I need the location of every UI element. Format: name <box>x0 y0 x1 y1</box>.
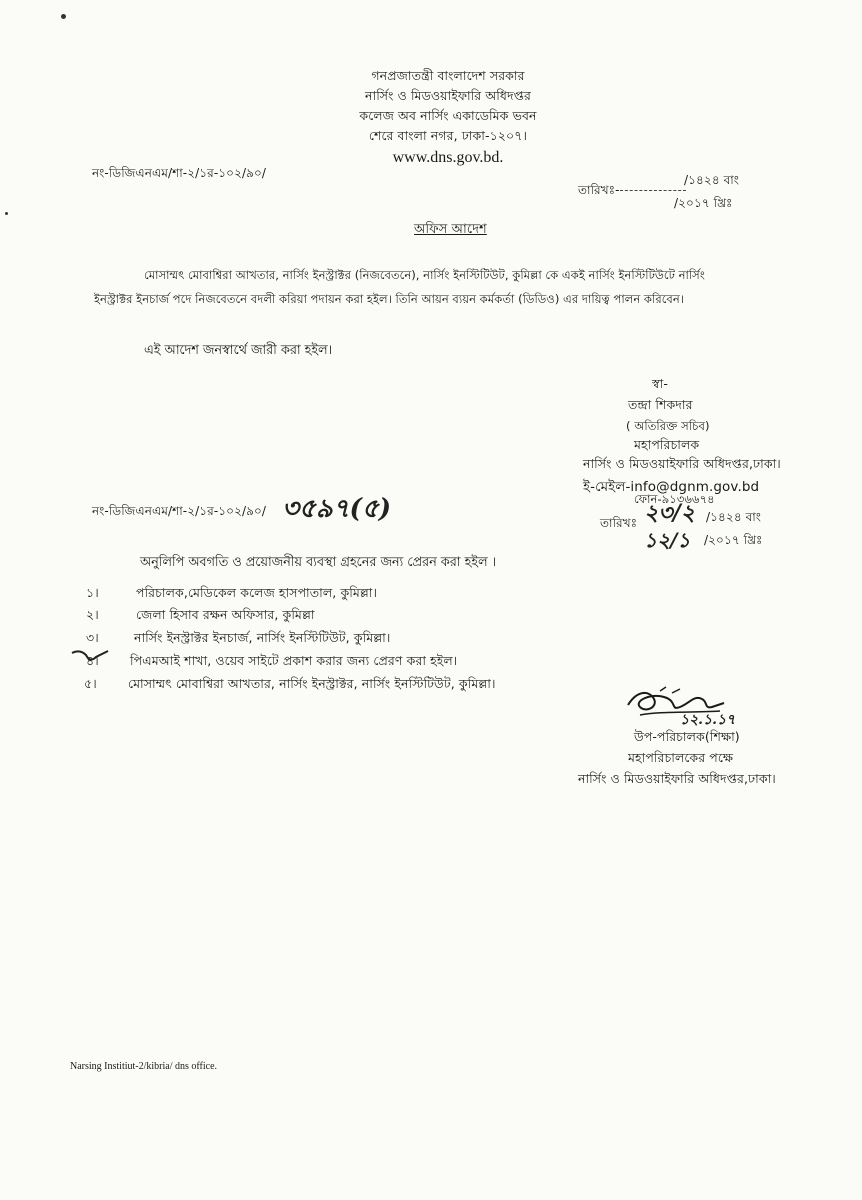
memo-number-handwritten: ৩৫৯৭(৫) <box>282 494 392 524</box>
list-item: পিএমআই শাখা, ওয়েব সাইটে প্রকাশ করার জন্য প্রেরণ করা হইল। <box>130 653 458 668</box>
signatory-office: নার্সিং ও মিডওয়াইফারি অধিদপ্তর,ঢাকা। <box>583 456 781 471</box>
list-item-number: ২। <box>86 607 99 622</box>
list-item: মোসাম্মৎ মোবাশ্বিরা আখতার, নার্সিং ইনস্ট্রাক্টর, নার্সিং ইনস্টিটিউট, কুমিল্লা। <box>128 676 496 691</box>
list-item-number: ৪। <box>86 653 99 668</box>
header-directorate: নার্সিং ও মিডওয়াইফারি অধিদপ্তর <box>365 88 531 103</box>
date-blank-line <box>620 190 686 191</box>
signature-mark: স্বা- <box>652 376 668 391</box>
deputy-designation: উপ-পরিচালক(শিক্ষা) <box>634 729 740 744</box>
memo-number-top: নং-ডিজিএনএম/শা-২/১র-১০২/৯০/ <box>92 166 267 180</box>
list-item-number: ১। <box>86 585 99 600</box>
date-label-top <box>578 182 686 202</box>
scan-speck <box>5 212 8 215</box>
handwritten-tick-mark <box>70 645 110 667</box>
signatory-extra-designation: ( অতিরিক্ত সচিব) <box>626 419 710 433</box>
order-paragraph-line1: মোসাম্মৎ মোবাশ্বিরা আখতার, নার্সিং ইনস্ট্রাক্টর (নিজবেতনে), নার্সিং ইনস্টিটিউট, কুমিল্লা কে একই নার্সিং ইনস্টিটিউটে নার্সিং <box>144 268 705 282</box>
list-item: পরিচালক,মেডিকেল কলেজ হাসপাতাল, কুমিল্লা। <box>136 585 378 600</box>
signature-date-handwritten: ১২.১.১৭ <box>680 712 736 728</box>
signatory-name: তন্দ্রা শিকদার <box>628 397 693 412</box>
scan-speck <box>61 14 66 19</box>
on-behalf-of: মহাপরিচালকের পক্ষে <box>628 750 734 765</box>
date-label: তারিখঃ- <box>578 183 620 197</box>
date-label-bottom: তারিখঃ <box>600 516 638 530</box>
copy-note: অনুলিপি অবগতি ও প্রয়োজনীয় ব্যবস্থা গ্রহনের জন্য প্রেরন করা হইল । <box>140 555 497 570</box>
date-bangla-handwritten: ২৩/২ <box>644 500 695 526</box>
list-item-number: ৫। <box>84 676 97 691</box>
date-english-handwritten: ১২/১ <box>644 528 691 552</box>
date-bangla-top: /১৪২৪ বাং <box>684 173 740 187</box>
list-item: জেলা হিসাব রক্ষন অফিসার, কুমিল্লা <box>136 607 315 622</box>
footer-note: Narsing Institiut-2/kibria/ dns office. <box>70 1061 218 1072</box>
order-title: অফিস আদেশ <box>414 222 487 237</box>
list-item: নার্সিং ইনস্ট্রাক্টর ইনচার্জ, নার্সিং ইনস্টিটিউট, কুমিল্লা। <box>134 630 391 645</box>
header-address: শেরে বাংলা নগর, ঢাকা-১২০৭। <box>368 128 528 143</box>
signatory-designation: মহাপরিচালক <box>634 437 700 452</box>
order-paragraph-line2: ইনস্ট্রাক্টর ইনচার্জ পদে নিজবেতনে বদলী করিয়া পদায়ন করা হইল। তিনি আয়ন ব্যয়ন কর্মকর্তা (ডিডিও) এর দায়িত্ব পালন করিবেন। <box>94 292 684 306</box>
date-english-bottom: /২০১৭ খ্রিঃ <box>704 533 763 547</box>
signatory-phone: ফোন-৯১৩৬৬৭৪ <box>634 492 715 506</box>
date-bangla-bottom: /১৪২৪ বাং <box>706 510 762 524</box>
header-website: www.dns.gov.bd. <box>392 149 504 166</box>
deputy-office: নার্সিং ও মিডওয়াইফারি অধিদপ্তর,ঢাকা। <box>578 771 776 786</box>
list-item-number: ৩। <box>86 630 99 645</box>
public-interest-statement: এই আদেশ জনস্বার্থে জারী করা হইল। <box>144 343 333 358</box>
signatory-email: ই-মেইল-info@dgnm.gov.bd <box>583 479 760 495</box>
header-building: কলেজ অব নার্সিং একাডেমিক ভবন <box>359 108 537 123</box>
date-english-top: /২০১৭ খ্রিঃ <box>674 196 733 210</box>
header-government: গনপ্রজাতন্ত্রী বাংলাদেশ সরকার <box>371 68 525 83</box>
memo-number-bottom: নং-ডিজিএনএম/শা-২/১র-১০২/৯০/ <box>92 504 267 518</box>
